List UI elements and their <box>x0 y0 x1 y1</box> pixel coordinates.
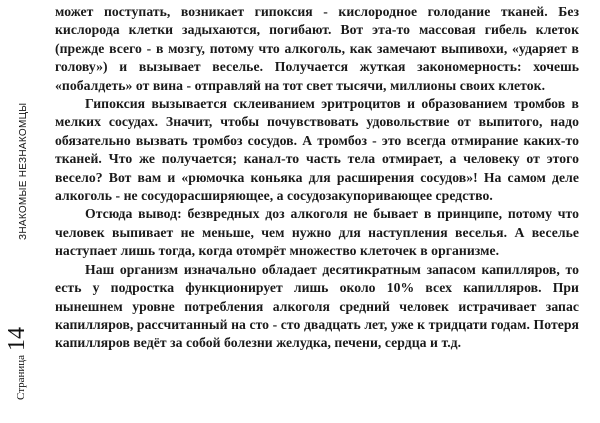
paragraph: Гипоксия вызывается склеиванием эритроцитов и образованием тромбов в мелких сосудах. Значит, чтобы почувствовать удовольствие от выпитого, надо обязательно вызвать тромбоз сосудов. А тромбоз - это всегда отмирание каких-то тканей. Что же получается; канал-то часть тела отмирает, а человеку от этого весело? Вот вам и «рюмочка коньяка для расширения сосудов»! На самом деле алкоголь - не сосудорасширяющее, а сосудозакупоривающее средство. <box>55 96 579 204</box>
page-number: 14 <box>4 326 30 351</box>
section-label: ЗНАКОМЫЕ НЕЗНАКОМЦЫ <box>18 102 29 240</box>
page-marker <box>4 300 34 400</box>
paragraph: Отсюда вывод: безвредных доз алкоголя не бывает в принципе, потому что человек выпивает не меньше, чем нужно для наступления веселья. А веселье наступает лишь тогда, когда отомрёт множество клеточек в организме. <box>55 206 579 259</box>
body-text <box>55 3 579 353</box>
page-word: Страница <box>15 354 27 400</box>
paragraph: Наш организм изначально обладает десятикратным запасом капилляров, то есть у подростка функционирует лишь около 10% всех капилляров. При нынешнем уровне потребления алкоголя средний человек истрачивает запас капилляров, рассчитанный на сто - сто двадцать лет, уже к тридцати годам. Потеря капилляров ведёт за собой болезни желудка, печени, сердца и т.д. <box>55 261 579 351</box>
paragraph: может поступать, возникает гипоксия - кислородное голодание тканей. Без кислорода клетки задыхаются, погибают. Вот эта-то массовая гибель клеток (прежде всего - в мозгу, потому что алкоголь, как замечают выпивохи, «ударяет в голову») и вызывает веселье. Получается жуткая закономерность: хочешь «побалдеть» от вина - отправляй на тот свет тысячи, миллионы своих клеток. <box>55 4 579 93</box>
